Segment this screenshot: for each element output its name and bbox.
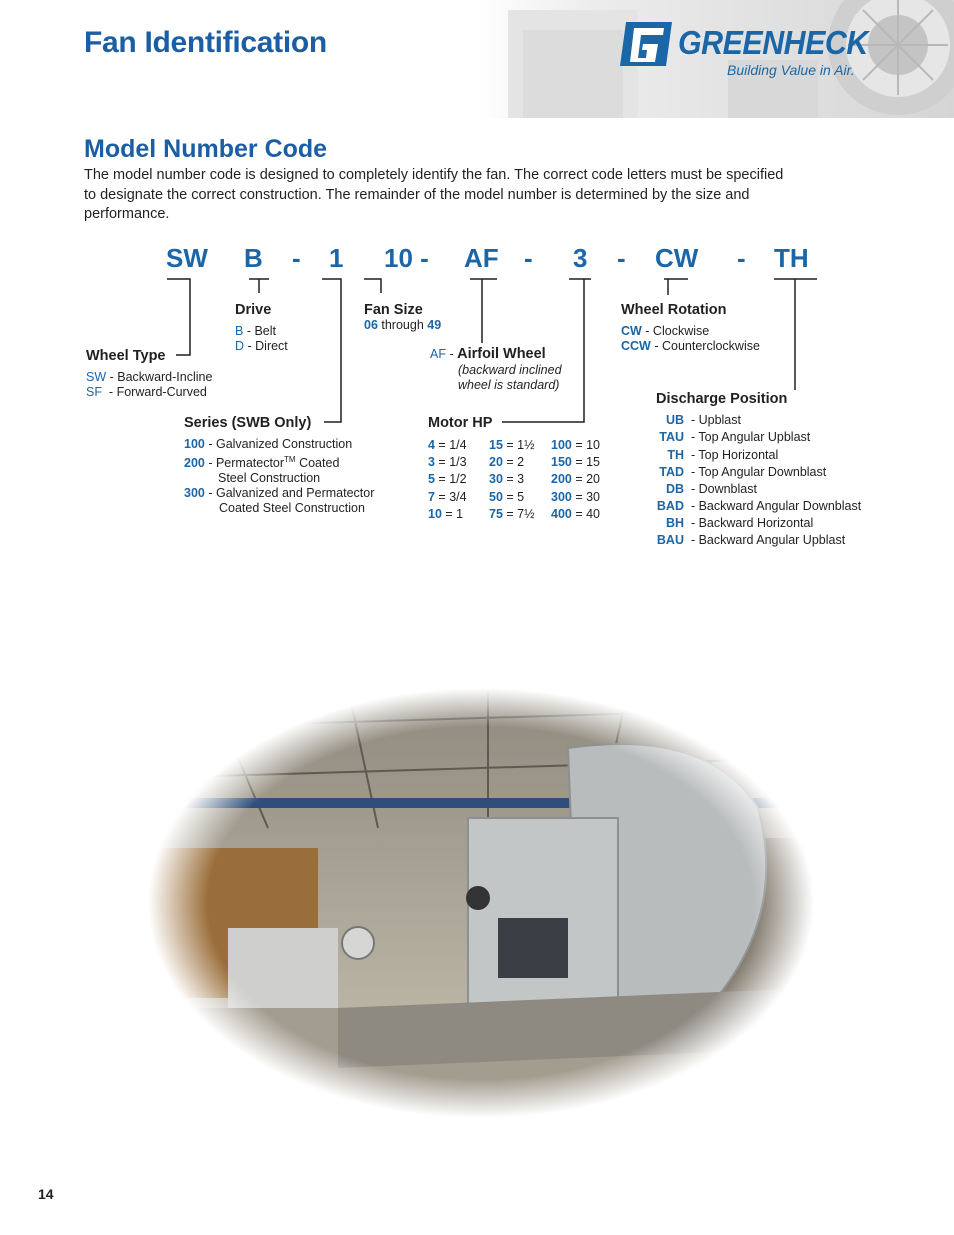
motor-hp-column	[428, 437, 467, 523]
series-label: Series (SWB Only)	[184, 415, 312, 431]
list-item: SW - Backward-Incline	[86, 370, 213, 384]
code-dash: -	[737, 243, 746, 273]
page-number: 14	[38, 1186, 54, 1202]
list-item: B - Belt	[235, 324, 276, 338]
list-item: 300 = 30	[551, 489, 601, 504]
greenheck-logo-mark-icon	[620, 20, 676, 68]
list-item: 150 = 15	[551, 455, 601, 470]
list-item: 300 - Galvanized and Permatector	[184, 486, 375, 501]
list-item: BAD - Backward Angular Downblast	[656, 499, 862, 513]
wheel-type-options	[86, 370, 212, 400]
wheel-rotation-options	[621, 324, 760, 354]
list-item: 10 = 1	[428, 506, 464, 521]
discharge-position-label: Discharge Position	[656, 391, 788, 407]
list-item: TAD - Top Angular Downblast	[659, 465, 827, 479]
list-item: D - Direct	[235, 339, 288, 353]
list-item: CCW - Counterclockwise	[621, 339, 760, 353]
logo-wordmark: GREENHECK	[678, 24, 868, 61]
drive-label: Drive	[235, 302, 272, 318]
fan-size-range: 06 through 49	[364, 318, 442, 332]
airfoil-note: (backward inclined wheel is standard)	[458, 363, 562, 392]
code-rotation: CW	[655, 243, 699, 273]
series-options: 100 - Galvanized Construction 200 - Permatector™ Coated Steel Construction 300 - Galvanized and Permatector Coated Steel Construction	[184, 437, 375, 516]
list-item: 100 - Galvanized Construction	[184, 437, 353, 451]
code-series: 1	[329, 243, 344, 273]
code-motor: 3	[573, 243, 588, 273]
section-title: Model Number Code	[84, 135, 328, 163]
airfoil-option: AF - Airfoil Wheel	[430, 346, 546, 362]
list-item: DB - Downblast	[665, 482, 757, 496]
intro-paragraph: The model number code is designed to completely identify the fan. The correct code letters must be specified to designate the correct construction. The remainder of the model number is determined by the size and performance.	[84, 167, 784, 222]
code-discharge: TH	[774, 243, 809, 273]
list-item: 4 = 1/4	[428, 438, 467, 452]
list-item: 100 = 10	[551, 438, 601, 452]
motor-hp-column	[551, 437, 600, 523]
list-item: 15 = 1½	[489, 438, 535, 452]
list-item: TAU - Top Angular Upblast	[659, 430, 811, 444]
list-item: 200 - Permatector™ Coated	[184, 455, 340, 471]
fan-size-label: Fan Size	[364, 302, 423, 318]
list-item: 3 = 1/3	[428, 455, 467, 470]
code-dash: -	[292, 243, 301, 273]
wheel-rotation-label: Wheel Rotation	[621, 302, 727, 318]
list-item: 200 = 20	[551, 472, 601, 487]
list-item: 50 = 5	[489, 489, 525, 504]
code-wheel-type: SW	[166, 243, 208, 273]
code-dash: -	[524, 243, 533, 273]
motor-hp-label: Motor HP	[428, 415, 493, 431]
list-item: CW - Clockwise	[621, 324, 710, 338]
list-item: 30 = 3	[489, 472, 525, 487]
code-drive: B	[244, 243, 263, 273]
logo-tagline: Building Value in Air.	[727, 62, 855, 78]
list-item: 75 = 7½	[489, 506, 535, 521]
list-item: 5 = 1/2	[428, 472, 467, 487]
list-item: 400 = 40	[551, 506, 601, 521]
list-item: UB - Upblast	[665, 413, 741, 427]
code-fan-size: 10 -	[384, 243, 429, 273]
greenheck-logo	[620, 20, 870, 82]
page-title: Fan Identification	[84, 26, 327, 59]
list-item: SF - Forward-Curved	[86, 385, 207, 399]
list-item: 20 = 2	[489, 455, 525, 470]
list-item: BAU - Backward Angular Upblast	[656, 533, 846, 547]
drive-options	[235, 324, 288, 354]
factory-fan-photo	[148, 688, 814, 1118]
list-item: BH - Backward Horizontal	[665, 516, 814, 530]
list-item: TH - Top Horizontal	[667, 448, 779, 462]
motor-hp-column	[489, 437, 535, 523]
list-item: 7 = 3/4	[428, 489, 467, 504]
code-dash: -	[617, 243, 626, 273]
code-airfoil: AF	[464, 243, 499, 273]
wheel-type-label: Wheel Type	[86, 348, 166, 364]
